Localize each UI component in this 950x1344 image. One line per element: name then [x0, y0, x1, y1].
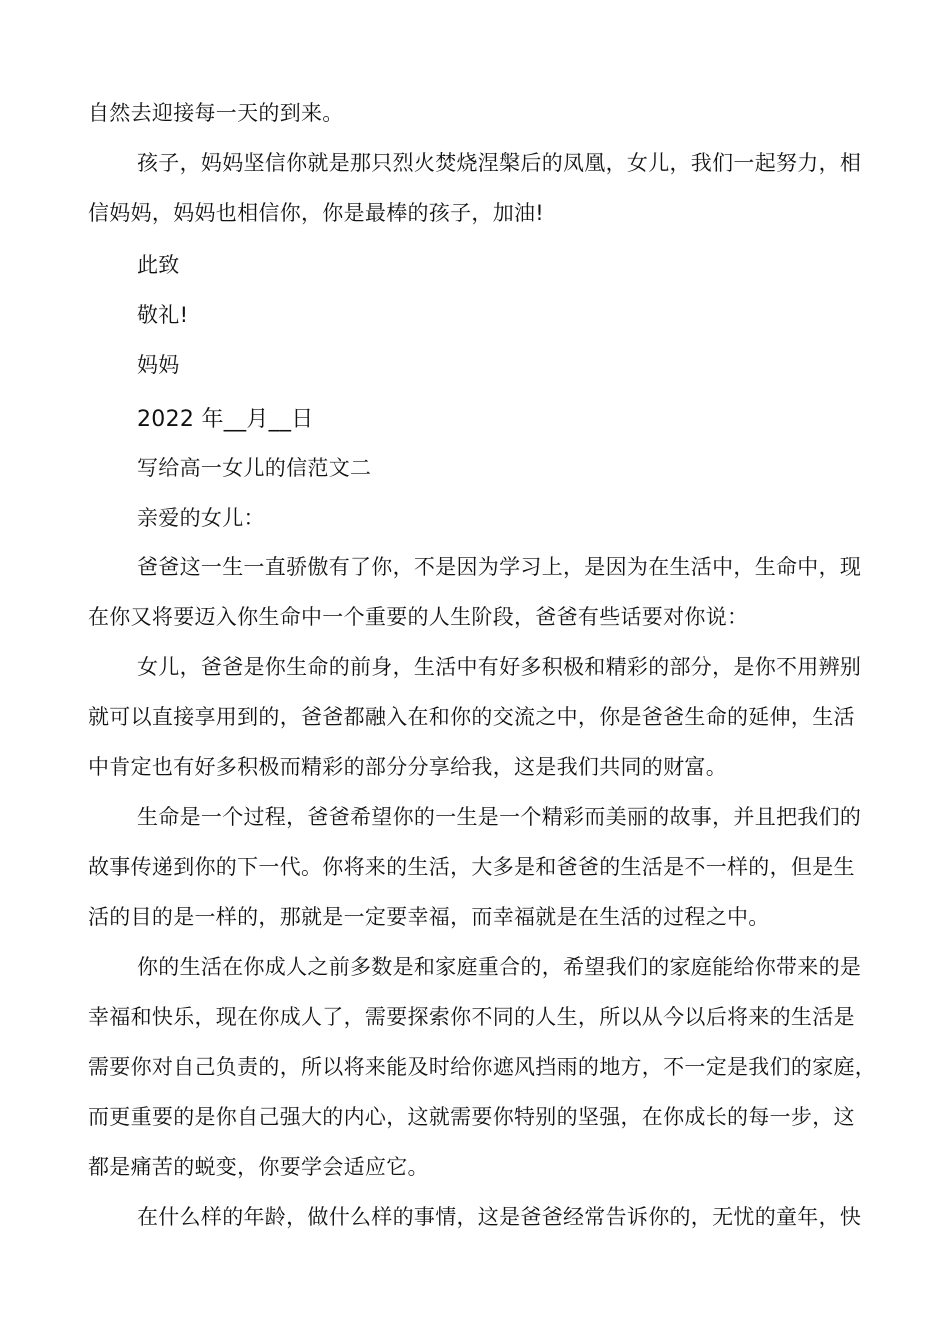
text-line: 都是痛苦的蜕变，你要学会适应它。 [88, 1155, 429, 1179]
date-line: 2022 年__月__日 [137, 407, 314, 432]
closing-regards: 敬礼! [137, 303, 189, 327]
text-line: 需要你对自己负责的，所以将来能及时给你遮风挡雨的地方，不一定是我们的家庭， [88, 1055, 877, 1079]
text-line: 而更重要的是你自己强大的内心，这就需要你特别的坚强，在你成长的每一步，这 [88, 1105, 855, 1129]
text-line: 自然去迎接每一天的到来。 [88, 101, 344, 125]
text-line: 生命是一个过程，爸爸希望你的一生是一个精彩而美丽的故事，并且把我们的 [137, 805, 862, 829]
text-line: 活的目的是一样的，那就是一定要幸福，而幸福就是在生活的过程之中。 [88, 905, 770, 929]
text-line: 爸爸这一生一直骄傲有了你，不是因为学习上，是因为在生活中，生命中，现 [137, 555, 862, 579]
text-line: 就可以直接享用到的，爸爸都融入在和你的交流之中，你是爸爸生命的延伸，生活 [88, 705, 855, 729]
text-line: 你的生活在你成人之前多数是和家庭重合的，希望我们的家庭能给你带来的是 [137, 955, 862, 979]
text-line: 中肯定也有好多积极而精彩的部分分享给我，这是我们共同的财富。 [88, 755, 727, 779]
text-line: 孩子，妈妈坚信你就是那只烈火焚烧涅槃后的凤凰，女儿，我们一起努力，相 [137, 151, 862, 175]
closing-salutation: 此致 [137, 253, 180, 277]
section-title: 写给高一女儿的信范文二 [137, 456, 372, 480]
text-line: 幸福和快乐，现在你成人了，需要探索你不同的人生，所以从今以后将来的生活是 [88, 1005, 855, 1029]
signature: 妈妈 [137, 353, 180, 377]
text-line: 信妈妈，妈妈也相信你，你是最棒的孩子，加油! [88, 201, 545, 225]
text-line: 在什么样的年龄，做什么样的事情，这是爸爸经常告诉你的，无忧的童年，快 [137, 1205, 862, 1229]
text-line: 在你又将要迈入你生命中一个重要的人生阶段，爸爸有些话要对你说： [88, 605, 749, 629]
greeting: 亲爱的女儿： [137, 506, 265, 530]
text-line: 女儿，爸爸是你生命的前身，生活中有好多积极和精彩的部分，是你不用辨别 [137, 655, 862, 679]
text-line: 故事传递到你的下一代。你将来的生活，大多是和爸爸的生活是不一样的，但是生 [88, 855, 855, 879]
